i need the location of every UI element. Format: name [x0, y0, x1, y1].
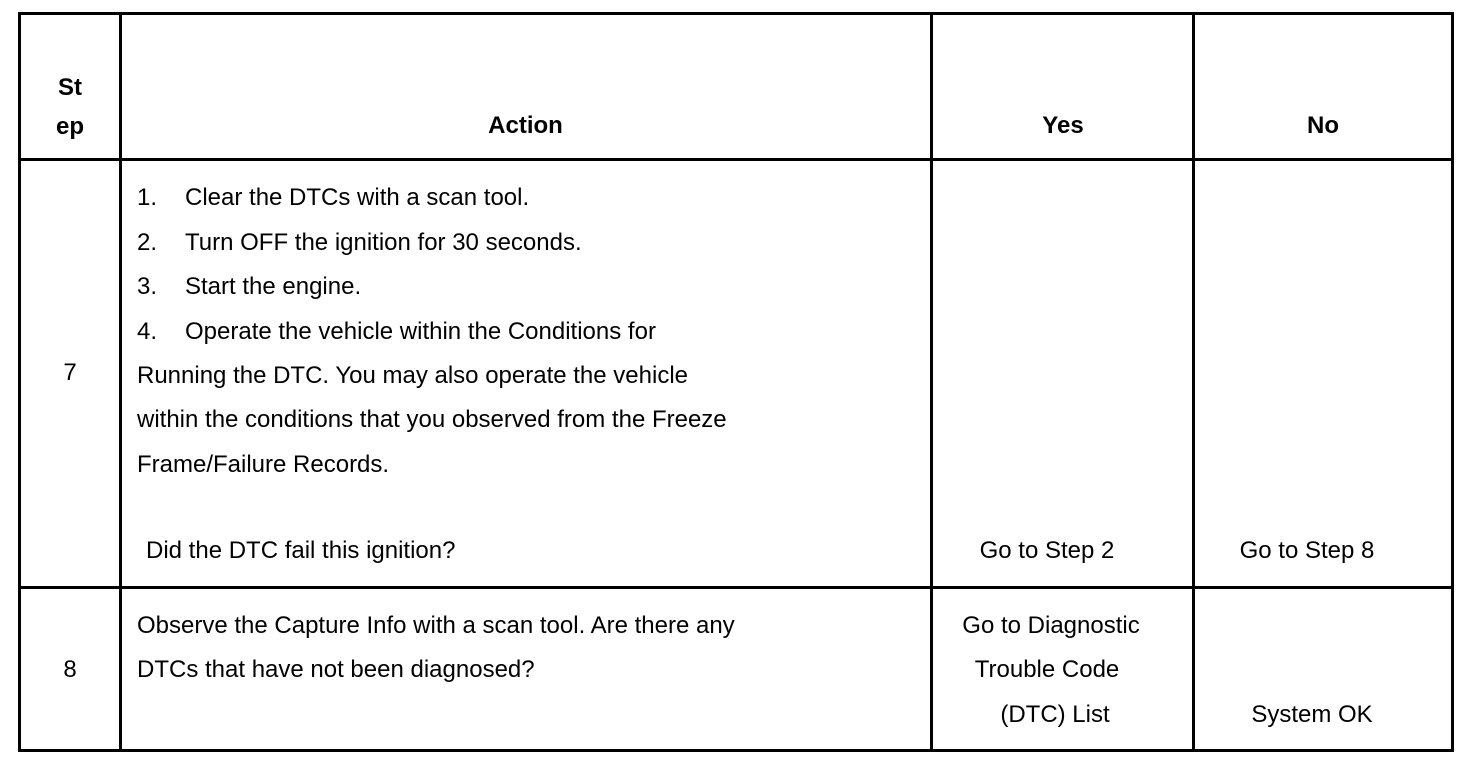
list-text: Turn OFF the ignition for 30 seconds.	[185, 229, 582, 256]
header-action: Action	[488, 112, 563, 139]
header-step-line1: St	[58, 74, 82, 101]
action-question: Did the DTC fail this ignition?	[146, 537, 456, 564]
header-yes: Yes	[1042, 112, 1084, 139]
step-number: 8	[63, 656, 77, 683]
table-border-bottom	[18, 749, 1454, 752]
action-text-line: within the conditions that you observed from the Freeze	[137, 406, 727, 433]
step-number: 7	[63, 359, 77, 386]
table-border-top	[18, 12, 1454, 15]
list-number: 2.	[137, 229, 158, 256]
row-divider	[18, 586, 1454, 589]
action-text-line: DTCs that have not been diagnosed?	[137, 656, 535, 683]
action-text-line: Observe the Capture Info with a scan tool. Are there any	[137, 612, 735, 639]
yes-result-line: Go to Diagnostic	[962, 612, 1140, 639]
list-text: Clear the DTCs with a scan tool.	[185, 184, 530, 211]
list-number: 1.	[137, 184, 158, 211]
yes-result-line: Trouble Code	[974, 656, 1120, 683]
yes-result-line: (DTC) List	[1000, 701, 1110, 728]
header-step-line2: ep	[55, 113, 84, 140]
action-list-item	[137, 229, 582, 257]
header-row-divider	[18, 158, 1454, 161]
list-text: Start the engine.	[185, 273, 362, 300]
action-list-item	[137, 318, 656, 346]
action-text-line: Frame/Failure Records.	[137, 451, 390, 478]
yes-result: Go to Step 2	[979, 537, 1115, 564]
no-result: Go to Step 8	[1239, 537, 1375, 564]
list-number: 4.	[137, 318, 158, 345]
header-no: No	[1307, 112, 1339, 139]
action-text-line: Running the DTC. You may also operate the vehicle	[137, 362, 689, 389]
list-number: 3.	[137, 273, 158, 300]
no-result: System OK	[1251, 701, 1373, 728]
list-text: Operate the vehicle within the Conditions for	[185, 318, 656, 345]
action-list-item	[137, 273, 361, 301]
action-list-item	[137, 184, 529, 212]
